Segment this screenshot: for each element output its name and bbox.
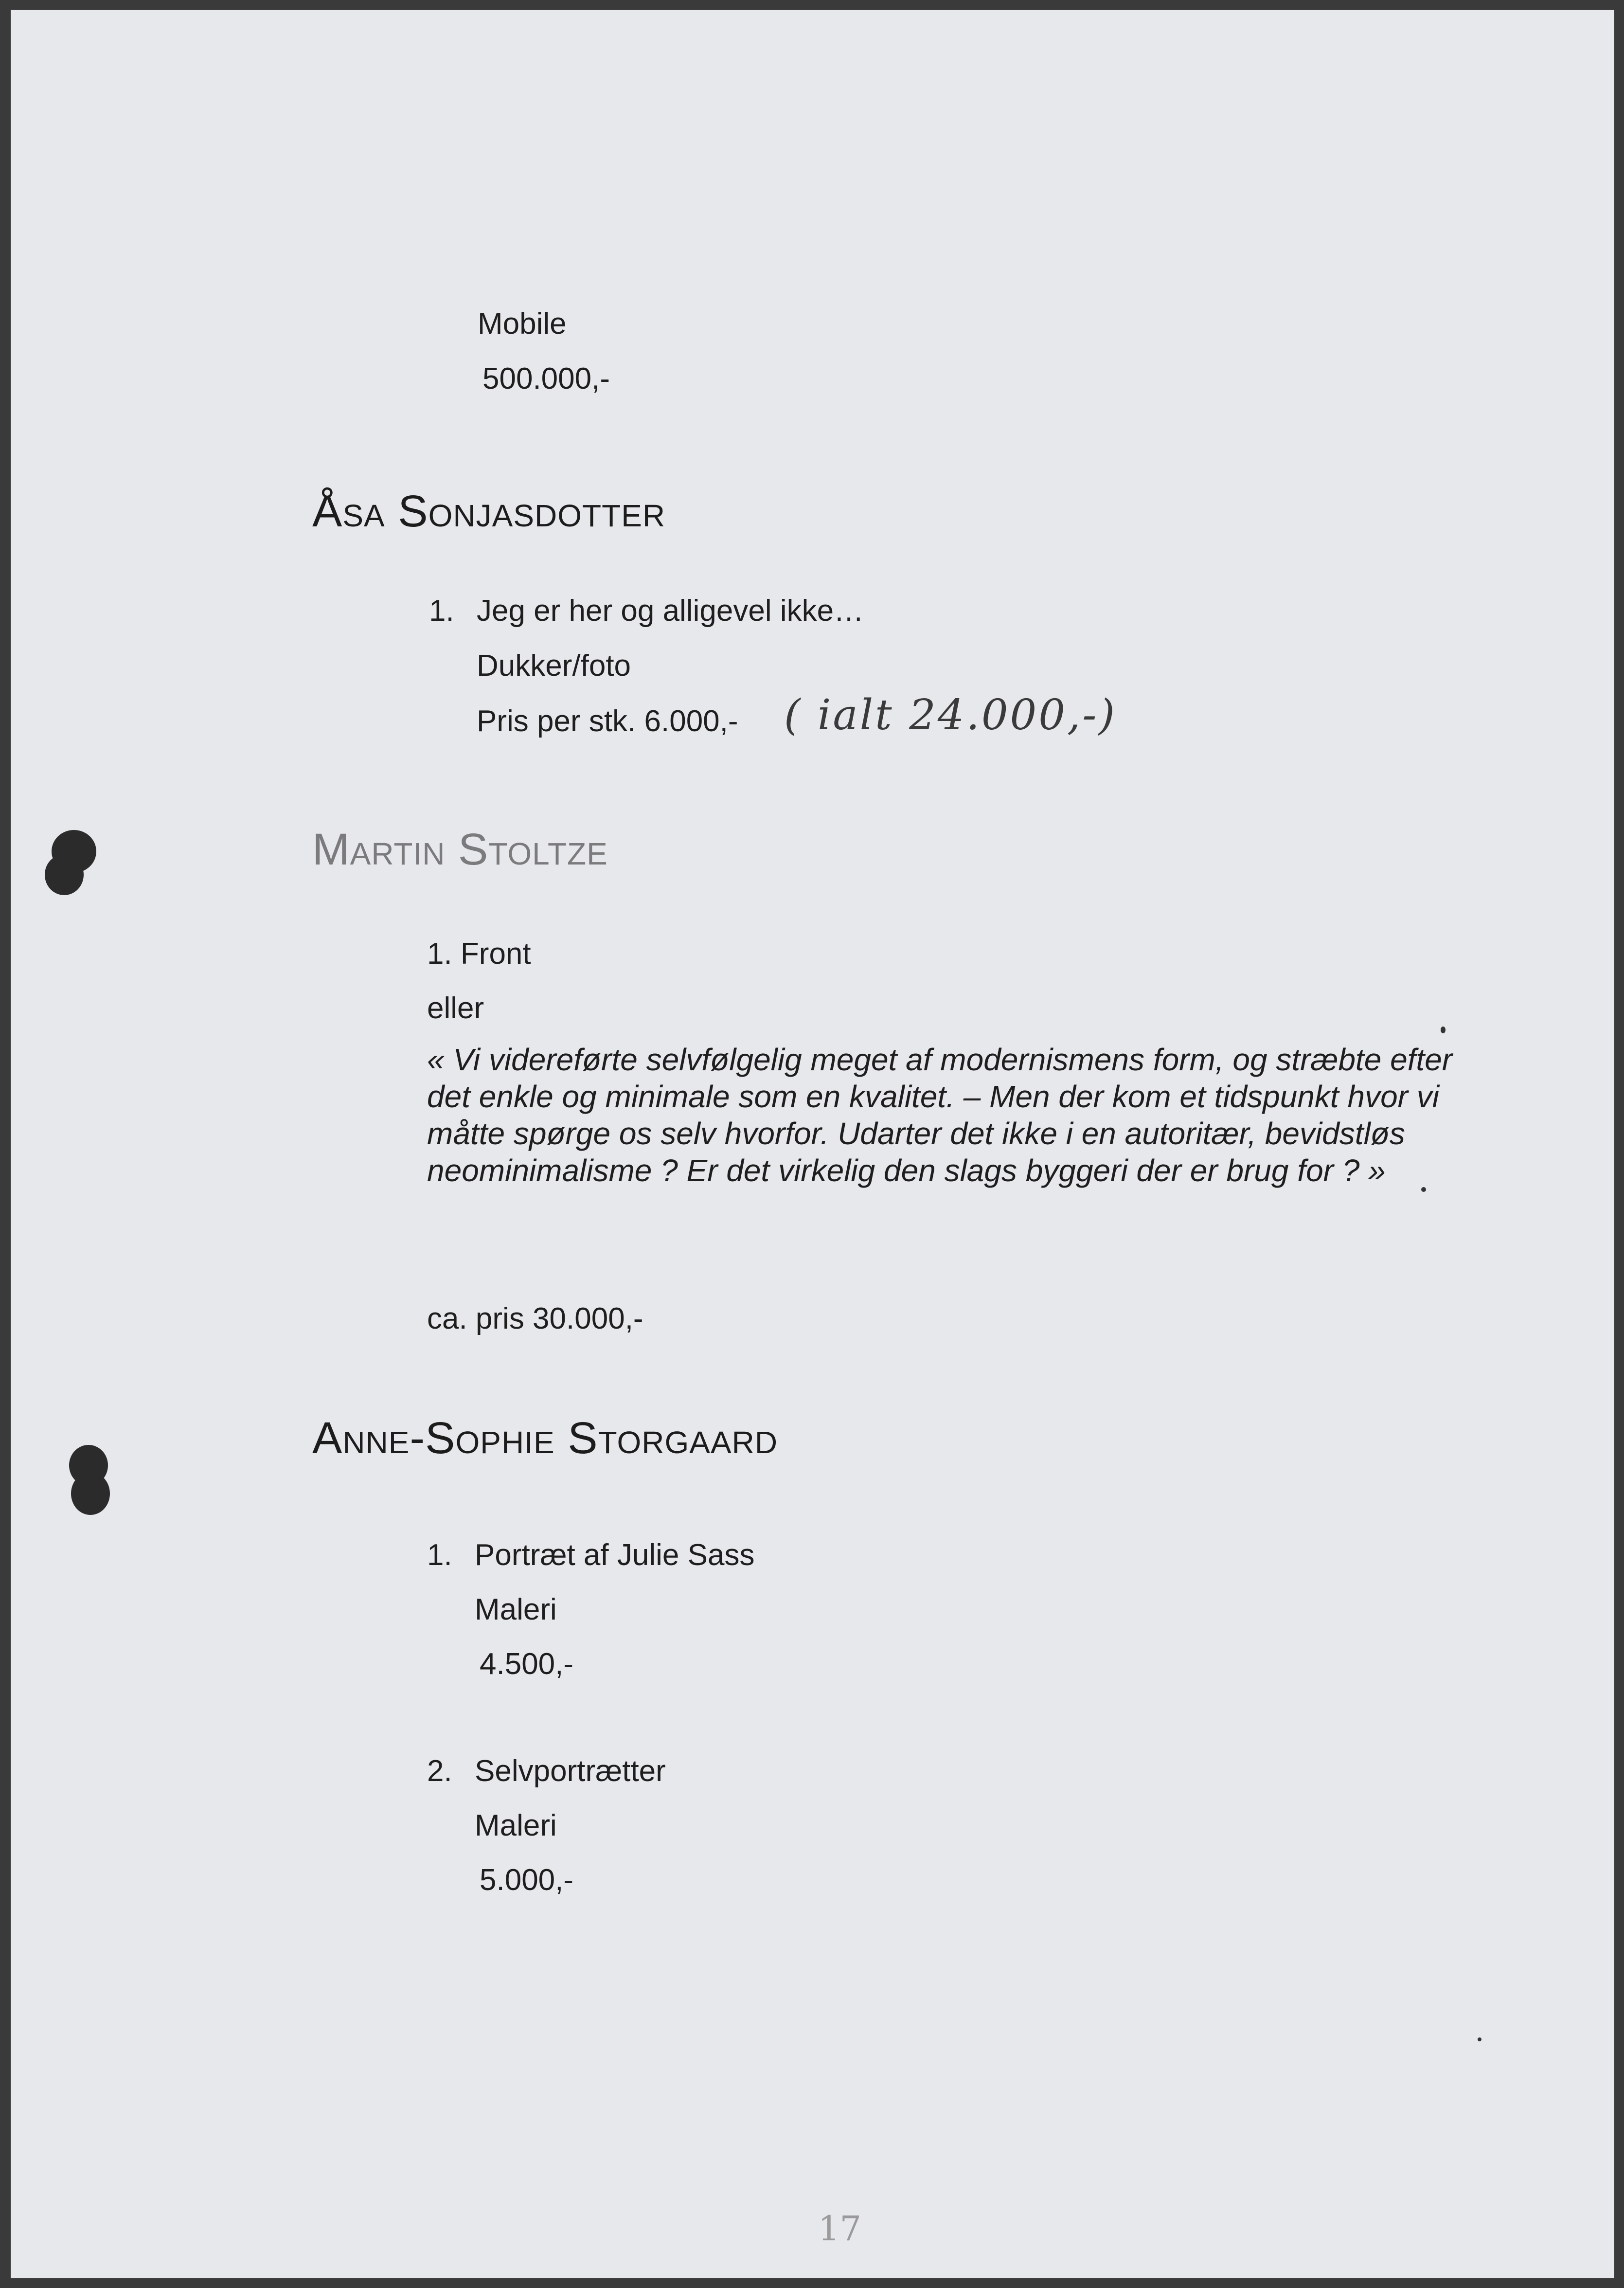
handwritten-note: ( ialt 24.000,-) [784, 691, 1117, 739]
speck [1421, 1187, 1426, 1192]
item-number: 1. [429, 594, 454, 628]
item-number: 1. [427, 1538, 452, 1572]
document-page [11, 10, 1614, 2278]
item-price: ca. pris 30.000,- [427, 1302, 643, 1335]
item-number: 2. [427, 1754, 452, 1788]
item-price: 500.000,- [482, 362, 610, 396]
item-price: 5.000,- [480, 1863, 574, 1897]
item-title: Portræt af Julie Sass [475, 1538, 755, 1572]
page-number: 17 [818, 2209, 862, 2249]
speck [1441, 1027, 1446, 1033]
artist-heading: Martin Stoltze [312, 825, 608, 874]
quote-text: « Vi videreførte selvfølgelig meget af modernismens form, og stræbte efter det enkle og minimale som en kvalitet. – Men der kom et tidspunkt hvor vi måtte spørge os selv hvorfor. Udarter det ikke i en autoritær, bevidstløs neominimalisme ? Er det virkelig den slags byggeri der er brug for ? » [427, 1042, 1453, 1188]
item-medium: Maleri [475, 1593, 557, 1626]
item-title: 1. Front [427, 937, 531, 971]
punch-hole-icon [61, 1435, 120, 1532]
item-medium: Mobile [478, 307, 567, 341]
item-medium: Dukker/foto [477, 649, 631, 683]
item-medium: Maleri [475, 1809, 557, 1842]
connector-text: eller [427, 991, 484, 1025]
artist-heading: Anne-Sophie Storgaard [312, 1413, 778, 1463]
item-title: Jeg er her og alligevel ikke… [477, 594, 864, 628]
punch-hole-icon [41, 817, 99, 915]
item-price: 4.500,- [480, 1647, 574, 1681]
item-title: Selvportrætter [475, 1754, 666, 1788]
speck [1478, 2037, 1481, 2041]
artist-heading: Åsa Sonjasdotter [312, 486, 666, 536]
item-price: Pris per stk. 6.000,- [477, 704, 738, 738]
